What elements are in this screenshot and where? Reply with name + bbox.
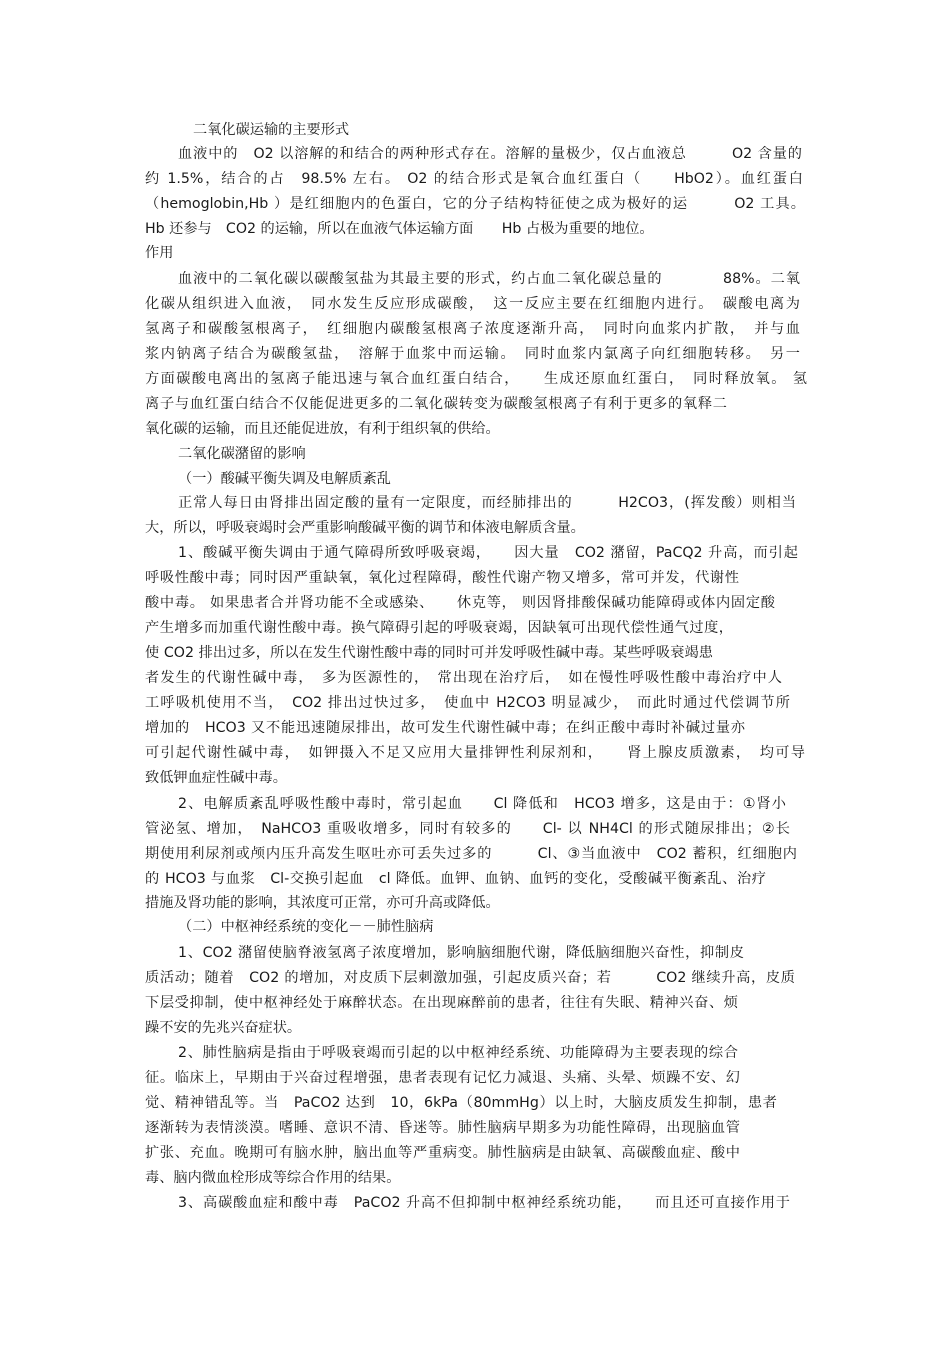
paragraph-line: 血液中的二氧化碳以碳酸氢盐为其最主要的形式，约占血二氧化碳总量的 88%。二氧 <box>178 271 800 287</box>
paragraph-line: 产生增多而加重代谢性酸中毒。换气障碍引起的呼吸衰竭，因缺氧可出现代偿性通气过度， <box>145 620 733 636</box>
paragraph-line: 者发生的代谢性碱中毒， 多为医源性的， 常出现在治疗后， 如在慢性呼吸性酸中毒治疗中人 <box>145 670 782 686</box>
paragraph-line: 氢离子和碳酸氢根离子， 红细胞内碳酸氢根离子浓度逐渐升高， 同时向血浆内扩散， 并与血 <box>145 321 800 337</box>
paragraph-line: 离子与血红蛋白结合不仅能促进更多的二氧化碳转变为碳酸氢根离子有利于更多的氧释二 <box>145 396 727 412</box>
section-heading-co2-retention: 二氧化碳潴留的影响 <box>178 446 306 462</box>
paragraph-line: 逐渐转为表情淡漠。嗜睡、意识不清、昏迷等。肺性脑病早期多为功能性障碍，出现脑血管 <box>145 1120 740 1136</box>
paragraph-line: 扩张、充血。晚期可有脑水肿，脑出血等严重病变。肺性脑病是由缺氧、高碳酸血症、酸中 <box>145 1145 740 1161</box>
paragraph-line: 血液中的 O2 以溶解的和结合的两种形式存在。溶解的量极少，仅占血液总 O2 含量的 <box>178 146 802 162</box>
paragraph-line: 约 1.5%，结合的占 98.5% 左右。 O2 的结合形式是氧合血红蛋白（ HbO2）。血红蛋白 <box>145 171 803 187</box>
paragraph-line: 1、CO2 潴留使脑脊液氢离子浓度增加，影响脑细胞代谢，降低脑细胞兴奋性，抑制皮 <box>178 945 744 961</box>
paragraph-line: 呼吸性酸中毒；同时因严重缺氧，氧化过程障碍，酸性代谢产物又增多，常可并发，代谢性 <box>145 570 739 586</box>
paragraph-line: 酸中毒。 如果患者合并肾功能不全或感染、 休克等， 则因肾排酸保碱功能障碍或体内固定酸 <box>145 595 775 611</box>
paragraph-line: 的 HCO3 与血浆 Cl-交换引起血 cl 降低。血钾、血钠、血钙的变化，受酸碱平衡紊乱、治疗 <box>145 871 766 887</box>
paragraph-line: 1、酸碱平衡失调由于通气障碍所致呼吸衰竭， 因大量 CO2 潴留，PaCQ2 升高，而引起 <box>178 545 798 561</box>
paragraph-line: 管泌氢、增加， NaHCO3 重吸收增多，同时有较多的 Cl- 以 NH4Cl 的形式随尿排出；②长 <box>145 821 790 837</box>
paragraph-line: 觉、精神错乱等。当 PaCO2 达到 10，6kPa（80mmHg）以上时，大脑皮质发生抑制，患者 <box>145 1095 777 1111</box>
paragraph-line: 3、高碳酸血症和酸中毒 PaCO2 升高不但抑制中枢神经系统功能， 而且还可直接作用于 <box>178 1195 790 1211</box>
paragraph-line: 工呼吸机使用不当， CO2 排出过快过多， 使血中 H2CO3 明显减少， 而此时通过代偿调节所 <box>145 695 790 711</box>
paragraph-line: Hb 还参与 CO2 的运输，所以在血液气体运输方面 Hb 占极为重要的地位。 <box>145 221 654 237</box>
paragraph-line: 正常人每日由肾排出固定酸的量有一定限度，而经肺排出的 H2CO3，(挥发酸）则相当 <box>178 495 796 511</box>
paragraph-line: 浆内钠离子结合为碳酸氢盐， 溶解于血浆中而运输。 同时血浆内氯离子向红细胞转移。 另一 <box>145 346 800 362</box>
paragraph-line: 躁不安的先兆兴奋症状。 <box>145 1020 302 1036</box>
paragraph-line: 增加的 HCO3 又不能迅速随尿排出，故可发生代谢性碱中毒；在纠正酸中毒时补碱过量亦 <box>145 720 745 736</box>
paragraph-line: 毒、脑内微血栓形成等综合作用的结果。 <box>145 1170 401 1186</box>
paragraph-line: 作用 <box>145 245 174 261</box>
paragraph-line: 化碳从组织进入血液， 同水发生反应形成碳酸， 这一反应主要在红细胞内进行。 碳酸电离为 <box>145 296 800 312</box>
paragraph-line: 使 CO2 排出过多，所以在发生代谢性酸中毒的同时可并发呼吸性碱中毒。某些呼吸衰竭患 <box>145 645 713 661</box>
paragraph-line: 方面碳酸电离出的氢离子能迅速与氧合血红蛋白结合， 生成还原血红蛋白， 同时释放氧。 氢 <box>145 371 807 387</box>
subsection-heading-cns: （二）中枢神经系统的变化－－肺性脑病 <box>178 919 434 935</box>
paragraph-line: 征。临床上，早期由于兴奋过程增强，患者表现有记忆力减退、头痛、头晕、烦躁不安、幻 <box>145 1070 740 1086</box>
paragraph-line: 2、肺性脑病是指由于呼吸衰竭而引起的以中枢神经系统、功能障碍为主要表现的综合 <box>178 1045 738 1061</box>
paragraph-line: 下层受抑制，使中枢神经处于麻醉状态。在出现麻醉前的患者，往往有失眠、精神兴奋、烦 <box>145 995 738 1011</box>
paragraph-line: 可引起代谢性碱中毒， 如钾摄入不足又应用大量排钾性利尿剂和， 肾上腺皮质激素， 均可导 <box>145 745 805 761</box>
subsection-heading-acid-base: （一）酸碱平衡失调及电解质紊乱 <box>178 471 391 487</box>
paragraph-line: 2、电解质紊乱呼吸性酸中毒时，常引起血 Cl 降低和 HCO3 增多，这是由于：①肾小 <box>178 796 786 812</box>
paragraph-line: 致低钾血症性碱中毒。 <box>145 770 287 786</box>
paragraph-line: （hemoglobin,Hb ）是红细胞内的色蛋白，它的分子结构特征使之成为极好的运 O2 工具。 <box>145 196 805 212</box>
paragraph-line: 质活动；随着 CO2 的增加，对皮质下层刺激加强，引起皮质兴奋；若 CO2 继续升高，皮质 <box>145 970 795 986</box>
section-heading-co2-transport: 二氧化碳运输的主要形式 <box>193 122 350 138</box>
paragraph-line: 措施及肾功能的影响，其浓度可正常，亦可升高或降低。 <box>145 895 500 911</box>
paragraph-line: 氧化碳的运输，而且还能促进放，有利于组织氧的供给。 <box>145 421 500 437</box>
paragraph-line: 期使用利尿剂或颅内压升高发生呕吐亦可丢失过多的 Cl、③当血液中 CO2 蓄积，红细胞内 <box>145 846 797 862</box>
paragraph-line: 大，所以，呼吸衰竭时会严重影响酸碱平衡的调节和体液电解质含量。 <box>145 520 585 536</box>
